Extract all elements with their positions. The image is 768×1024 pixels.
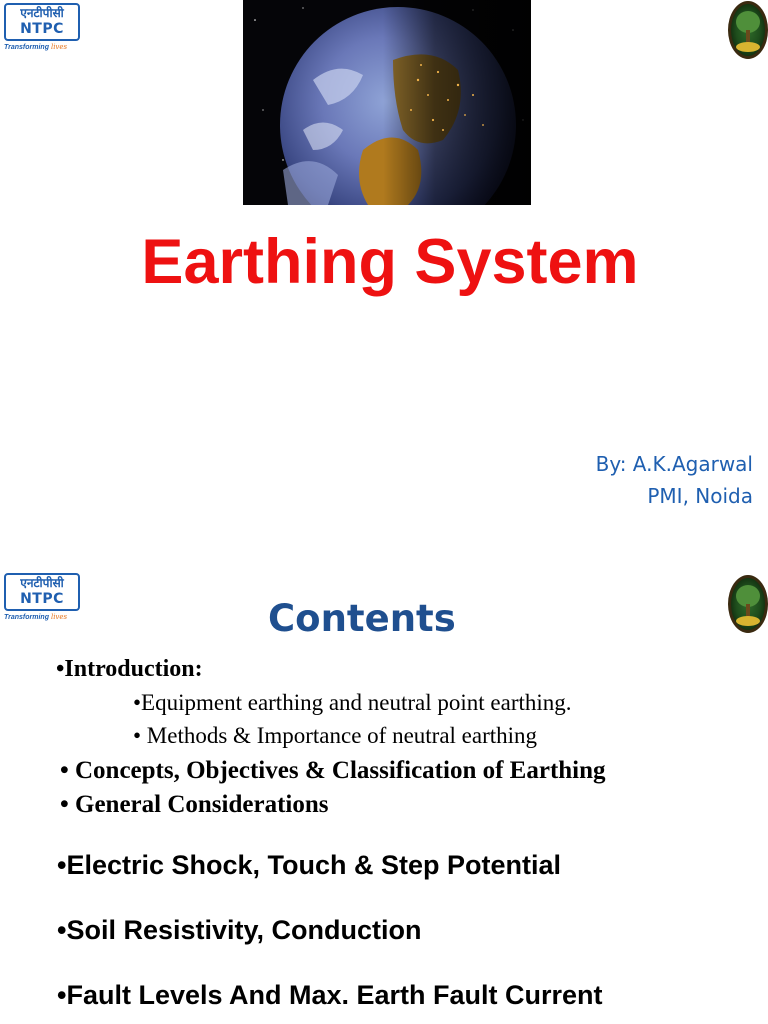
slide-title: Earthing System xyxy=(141,227,639,297)
contents-item: •Electric Shock, Touch & Step Potential xyxy=(57,850,562,880)
contents-slide xyxy=(0,570,768,1024)
ntpc-tagline xyxy=(4,43,67,51)
contents-item: • Concepts, Objectives & Classification of Earthing xyxy=(60,757,606,784)
ntpc-logo xyxy=(4,3,86,55)
ntpc-tagline xyxy=(4,613,67,621)
contents-item: • General Considerations xyxy=(60,791,329,818)
contents-item: •Fault Levels And Max. Earth Fault Current xyxy=(57,980,603,1010)
ntpc-tagline-text: Transforming xyxy=(4,614,49,621)
contents-subitem: •Equipment earthing and neutral point earthing. xyxy=(133,690,572,715)
contents-title: Contents xyxy=(268,597,456,640)
contents-item: •Introduction: xyxy=(56,656,203,682)
ntpc-tagline-accent: lives xyxy=(50,43,68,51)
contents-subitem: • Methods & Importance of neutral earthing xyxy=(133,723,538,748)
ntpc-tagline-accent: lives xyxy=(50,613,68,621)
tree-emblem-icon xyxy=(724,574,768,636)
ntpc-logo-hindi: एनटीपीसी xyxy=(20,6,64,20)
contents-item: •Soil Resistivity, Conduction xyxy=(57,915,422,945)
ntpc-logo-name: NTPC xyxy=(20,591,64,607)
earth-image xyxy=(243,0,531,205)
ntpc-logo-box xyxy=(4,573,80,611)
ntpc-logo xyxy=(4,573,86,625)
tree-emblem-icon xyxy=(724,0,768,62)
author-line: By: A.K.Agarwal xyxy=(595,452,753,476)
ntpc-tagline-text: Transforming xyxy=(4,44,49,51)
ntpc-logo-hindi: एनटीपीसी xyxy=(20,576,64,590)
ntpc-logo-box xyxy=(4,3,80,41)
ntpc-logo-name: NTPC xyxy=(20,21,64,37)
author-affiliation: PMI, Noida xyxy=(647,484,753,508)
